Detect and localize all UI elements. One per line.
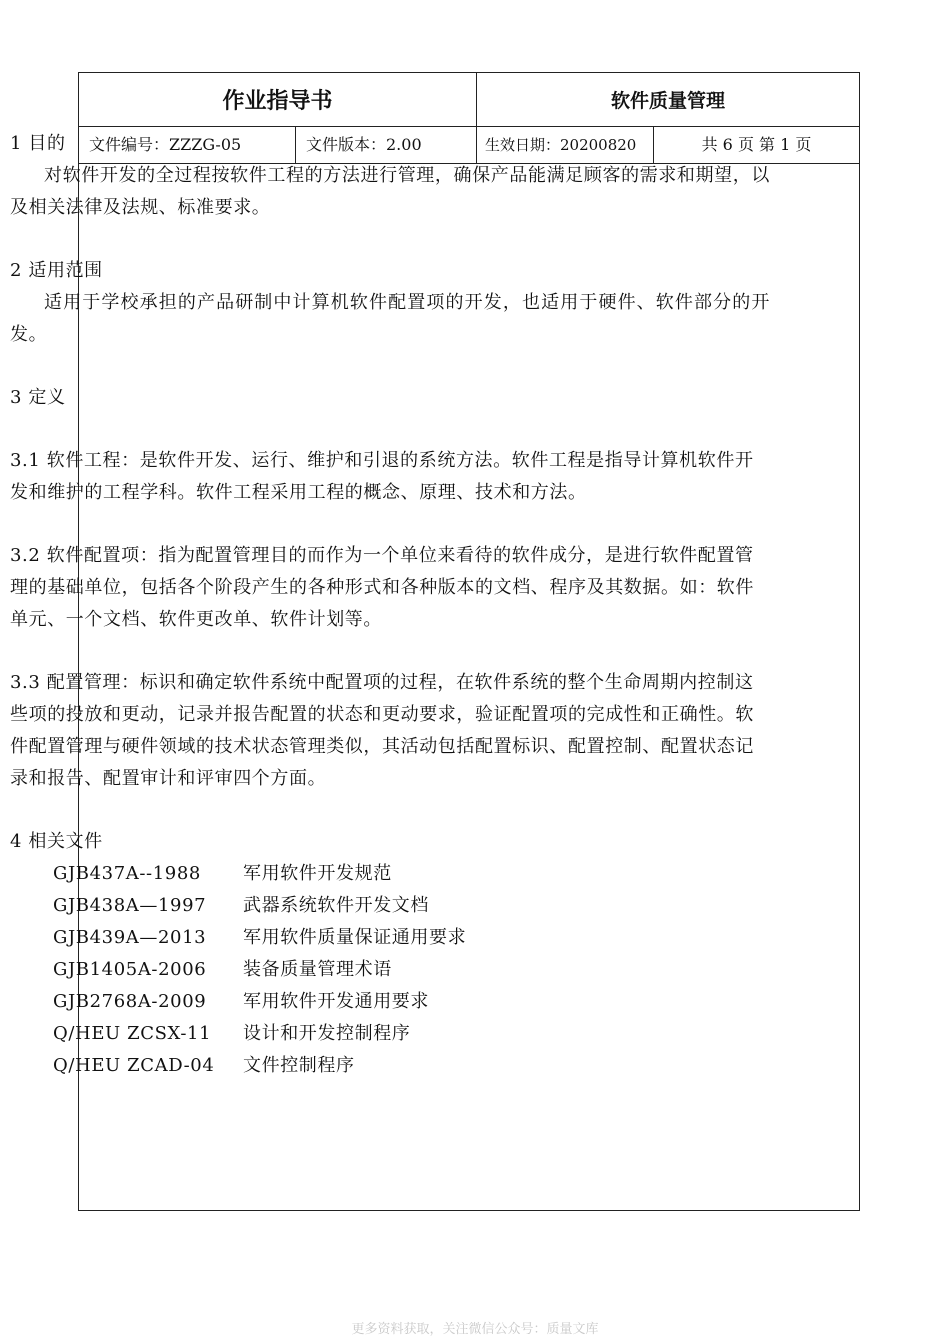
- doc-code: GJB2768A-2009: [53, 991, 207, 1012]
- doc-version: 文件版本：2.00: [296, 127, 477, 163]
- effective-date: 生效日期：20200820: [477, 127, 654, 163]
- section-3-1: 3.1 软件工程：是软件开发、运行、维护和引退的系统方法。软件工程是指导计算机软件开发和维护的工程学科。软件工程采用工程的概念、原理、技术和方法。: [10, 450, 754, 503]
- list-item: [10, 1018, 770, 1050]
- page-count: 共 6 页 第 1 页: [701, 135, 812, 154]
- doc-name: 军用软件开发通用要求: [243, 991, 429, 1012]
- list-item: [10, 890, 770, 922]
- section-3-heading: 3 定义: [10, 387, 66, 408]
- doc-code: GJB437A--1988: [53, 863, 201, 884]
- doc-name: 装备质量管理术语: [243, 959, 392, 980]
- section-3-2: 3.2 软件配置项：指为配置管理目的而作为一个单位来看待的软件成分，是进行软件配置管理的基础单位，包括各个阶段产生的各种形式和各种版本的文档、程序及其数据。如：软件单元、一个文档、软件更改单、软件计划等。: [10, 545, 754, 630]
- doc-name: 军用软件质量保证通用要求: [243, 927, 467, 948]
- doc-name: 武器系统软件开发文档: [243, 895, 429, 916]
- list-item: [10, 1050, 770, 1082]
- doc-number: 文件编号：ZZZG-05: [79, 127, 296, 163]
- list-item: [10, 922, 770, 954]
- section-4-heading: 4 相关文件: [10, 831, 103, 852]
- doc-code: GJB1405A-2006: [53, 959, 207, 980]
- section-2-body: 适用于学校承担的产品研制中计算机软件配置项的开发，也适用于硬件、软件部分的开发。: [10, 292, 770, 345]
- footer-watermark: 更多资料获取，关注微信公众号：质量文库: [351, 1322, 599, 1337]
- section-1-heading: 1 目的: [10, 133, 66, 154]
- doc-code: Q/HEU ZCSX-11: [53, 1023, 212, 1044]
- document-body: [10, 128, 770, 1082]
- doc-code: GJB439A—2013: [53, 927, 207, 948]
- document-type-title: 作业指导书: [79, 73, 477, 126]
- document-subject-title: 软件质量管理: [610, 90, 725, 112]
- doc-name: 文件控制程序: [243, 1055, 355, 1076]
- doc-name: 设计和开发控制程序: [243, 1023, 411, 1044]
- list-item: [10, 954, 770, 986]
- section-1-body: 对软件开发的全过程按软件工程的方法进行管理，确保产品能满足顾客的需求和期望，以及相关法律及法规、标准要求。: [10, 165, 770, 218]
- section-3-3: 3.3 配置管理：标识和确定软件系统中配置项的过程，在软件系统的整个生命周期内控制这些项的投放和更动，记录并报告配置的状态和更动要求，验证配置项的完成性和正确性。软件配置管理与硬件领域的技术状态管理类似，其活动包括配置标识、配置控制、配置状态记录和报告、配置审计和评审四个方面。: [10, 672, 754, 789]
- doc-name: 军用软件开发规范: [243, 863, 392, 884]
- related-docs-list: [10, 858, 770, 1082]
- list-item: [10, 986, 770, 1018]
- header-title-row: [79, 73, 859, 127]
- doc-code: GJB438A—1997: [53, 895, 207, 916]
- list-item: [10, 858, 770, 890]
- section-2-heading: 2 适用范围: [10, 260, 103, 281]
- doc-code: Q/HEU ZCAD-04: [53, 1055, 215, 1076]
